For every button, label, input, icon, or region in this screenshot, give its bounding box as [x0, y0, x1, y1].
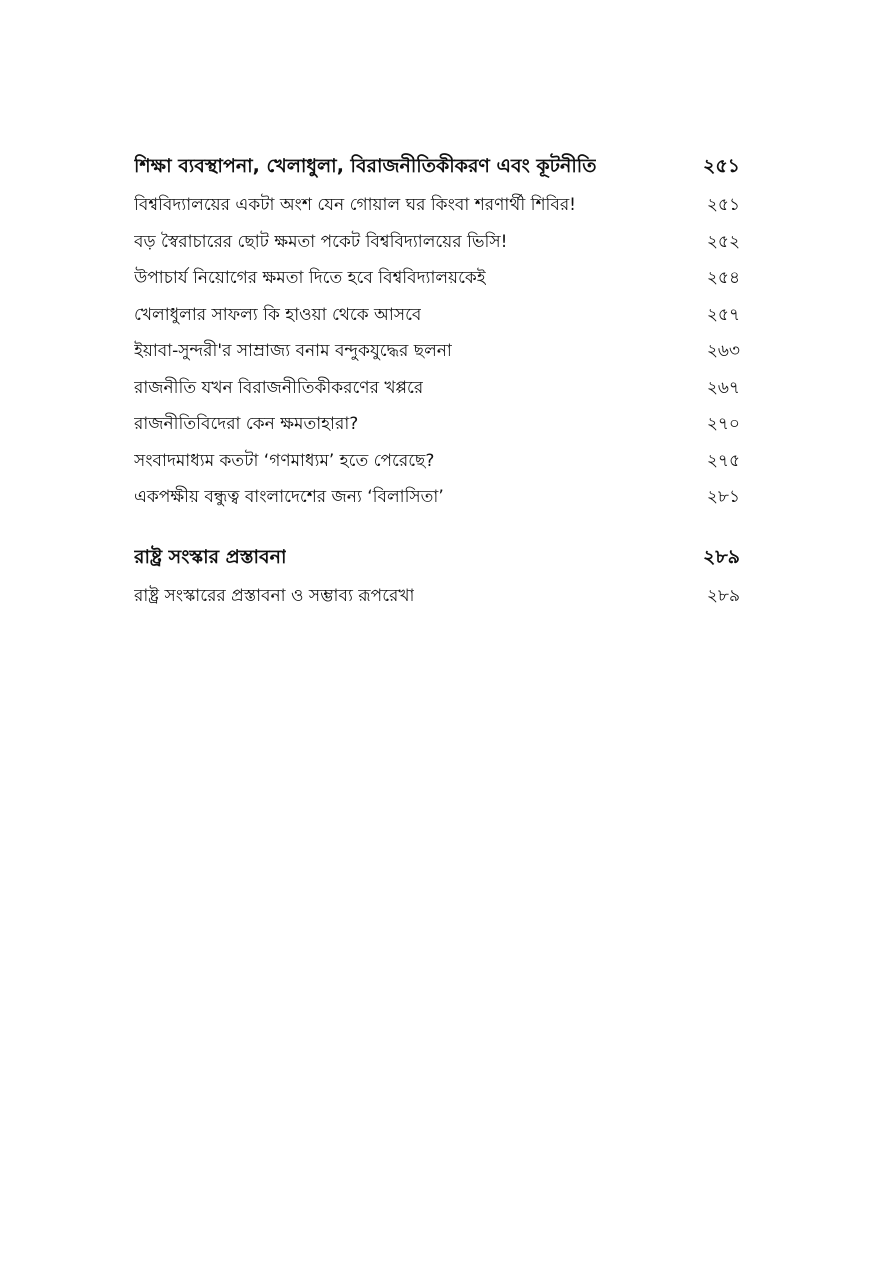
entry-title: উপাচার্য নিয়োগের ক্ষমতা দিতে হবে বিশ্ববিদ্যালয়কেই: [134, 268, 486, 288]
toc-entry: [134, 448, 740, 485]
entry-page: ২৫২: [706, 231, 740, 252]
entry-page: ২৬৩: [706, 341, 740, 361]
section-heading-page: ২৫১: [702, 155, 740, 177]
toc-entry: [134, 302, 740, 339]
entry-page: ২৮১: [706, 487, 740, 507]
section-heading-page: ২৮৯: [702, 545, 740, 568]
toc-entry: [134, 338, 740, 375]
entry-page: ২৮৯: [706, 585, 740, 606]
entry-page: ২৫৪: [706, 268, 740, 288]
entry-title: রাজনীতি যখন বিরাজনীতিকীকরণের খপ্পরে: [134, 377, 424, 398]
entry-title: একপক্ষীয় বন্ধুত্ব বাংলাদেশের জন্য ‘বিলাসিতা’: [134, 487, 444, 507]
toc-entry: [134, 375, 740, 412]
section-heading: [134, 543, 740, 583]
entry-page: ২৭৫: [706, 450, 740, 471]
entry-title: সংবাদমাধ্যম কতটা ‘গণমাধ্যম’ হতে পেরেছে?: [134, 450, 435, 471]
entry-title: রাজনীতিবিদেরা কেন ক্ষমতাহারা?: [134, 414, 359, 434]
toc-section: [134, 152, 740, 521]
section-heading-title: শিক্ষা ব্যবস্থাপনা, খেলাধুলা, বিরাজনীতিকীকরণ এবং কূটনীতি: [134, 155, 597, 177]
toc-entry: [134, 583, 740, 620]
entry-page: ২৫১: [706, 195, 740, 215]
section-heading: [134, 152, 740, 192]
toc-entry: [134, 265, 740, 302]
table-of-contents: [134, 152, 740, 641]
entry-page: ২৭০: [706, 414, 740, 434]
entry-page: ২৫৭: [706, 304, 740, 325]
entry-title: রাষ্ট্র সংস্কারের প্রস্তাবনা ও সম্ভাব্য রূপরেখা: [134, 585, 415, 606]
toc-entry: [134, 229, 740, 266]
toc-entry: [134, 192, 740, 229]
entry-title: খেলাধুলার সাফল্য কি হাওয়া থেকে আসবে: [134, 304, 422, 325]
entry-title: বড় স্বৈরাচারের ছোট ক্ষমতা পকেট বিশ্ববিদ্যালয়ের ভিসি!: [134, 231, 508, 252]
toc-entry: [134, 411, 740, 448]
entry-title: ইয়াবা-সুন্দরী'র সাম্রাজ্য বনাম বন্দুকযুদ্ধের ছলনা: [134, 341, 452, 361]
entry-page: ২৬৭: [706, 377, 740, 398]
entry-title: বিশ্ববিদ্যালয়ের একটা অংশ যেন গোয়াল ঘর কিংবা শরণার্থী শিবির!: [134, 195, 576, 215]
toc-section: [134, 543, 740, 620]
toc-entry: [134, 484, 740, 521]
section-heading-title: রাষ্ট্র সংস্কার প্রস্তাবনা: [134, 545, 287, 568]
